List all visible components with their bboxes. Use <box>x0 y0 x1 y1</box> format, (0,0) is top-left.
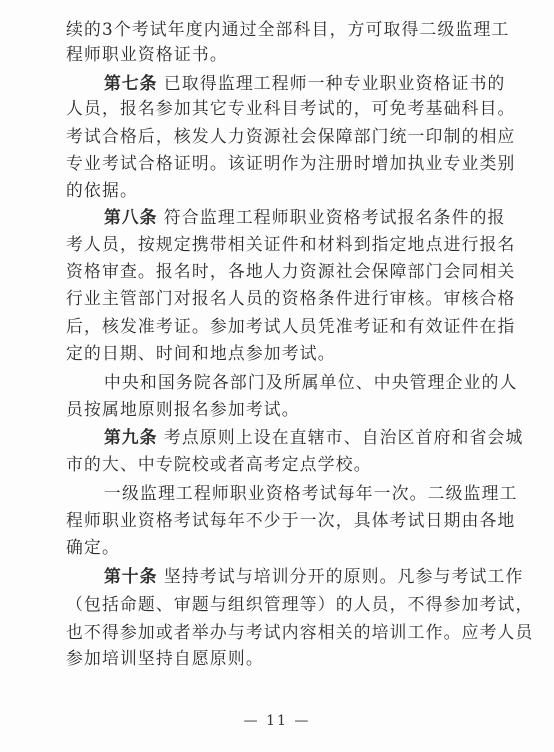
article-7-heading: 第七条 <box>104 73 158 93</box>
text-line: 考试合格后，核发人力资源社会保障部门统一印制的相应 <box>66 126 516 146</box>
text-line: 人员，报名参加其它专业科目考试的，可免考基础科目。 <box>66 98 516 118</box>
text-line: 参加培训坚持自愿原则。 <box>66 648 264 668</box>
article-9-line <box>104 427 524 447</box>
text-line: 员按属地原则报名参加考试。 <box>66 399 300 419</box>
article-7-line <box>104 73 506 93</box>
text-line: 也不得参加或者举办与考试内容相关的培训工作。应考人员 <box>66 622 534 642</box>
page-number: — 11 — <box>243 713 311 729</box>
article-9-heading: 第九条 <box>104 427 158 447</box>
text-line: 行业主管部门对报名人员的资格条件进行审核。审核合格 <box>66 288 516 308</box>
article-8-line <box>104 207 506 227</box>
text-line: 已取得监理工程师一种专业职业资格证书的 <box>157 73 506 93</box>
text-line: 一级监理工程师职业资格考试每年一次。二级监理工 <box>104 483 518 503</box>
text-line: 符合监理工程师职业资格考试报名条件的报 <box>157 207 506 227</box>
text-line: 续的3个考试年度内通过全部科目，方可取得二级监理工 <box>66 19 510 39</box>
text-line: 定的日期、时间和地点参加考试。 <box>66 343 336 363</box>
text-line: 后，核发准考证。参加考试人员凭准考证和有效证件在指 <box>66 316 516 336</box>
text-line: 的依据。 <box>66 180 138 200</box>
text-line: 中央和国务院各部门及所属单位、中央管理企业的人 <box>104 372 518 392</box>
text-line: 程师职业资格证书。 <box>66 44 228 64</box>
text-line: （包括命题、审题与组织管理等）的人员，不得参加考试， <box>66 594 534 614</box>
article-10-line <box>104 566 524 586</box>
text-line: 专业考试合格证明。该证明作为注册时增加执业专业类别 <box>66 153 516 173</box>
text-line: 确定。 <box>66 537 120 557</box>
text-line: 坚持考试与培训分开的原则。凡参与考试工作 <box>157 566 524 586</box>
text-line: 资格审查。报名时，各地人力资源社会保障部门会同相关 <box>66 261 516 281</box>
article-10-heading: 第十条 <box>104 566 158 586</box>
text-line: 市的大、中专院校或者高考定点学校。 <box>66 454 372 474</box>
text-line: 考点原则上设在直辖市、自治区首府和省会城 <box>157 427 524 447</box>
article-8-heading: 第八条 <box>104 207 158 227</box>
text-line: 程师职业资格考试每年不少于一次，具体考试日期由各地 <box>66 510 516 530</box>
text-line: 考人员，按规定携带相关证件和材料到指定地点进行报名 <box>66 234 516 254</box>
